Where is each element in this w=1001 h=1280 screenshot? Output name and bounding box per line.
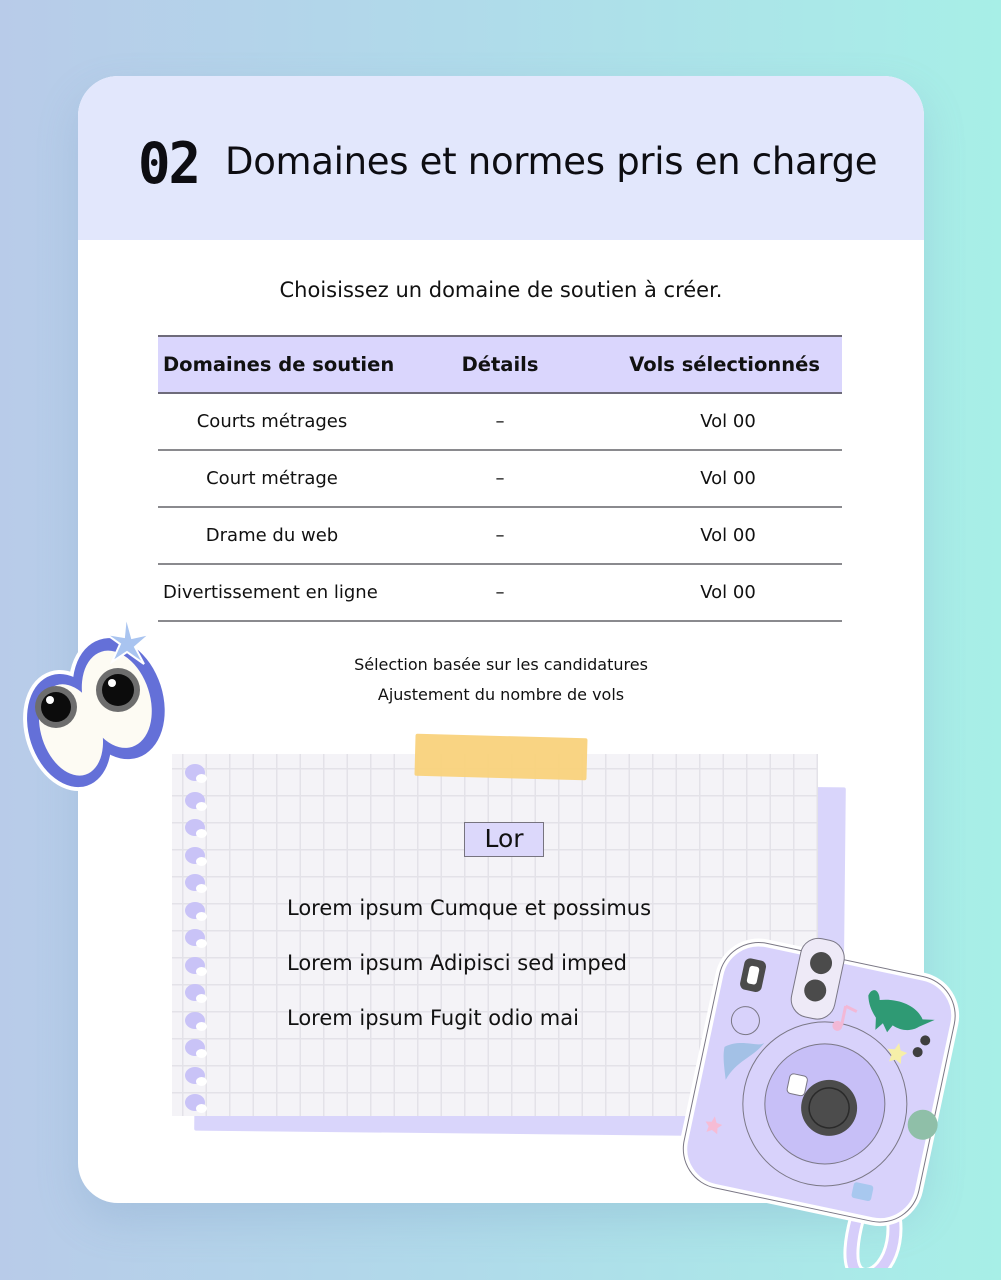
note-line: Ajustement du nombre de vols bbox=[377, 685, 625, 704]
cell-details: – bbox=[495, 411, 505, 432]
list-item: Lorem ipsum Fugit odio mai bbox=[287, 1006, 579, 1030]
cell-selected: Vol 00 bbox=[700, 525, 756, 546]
cell-domain: Courts métrages bbox=[196, 411, 348, 432]
section-number: 02 bbox=[138, 130, 200, 197]
binder-hole-icon bbox=[185, 819, 205, 836]
instant-camera-icon bbox=[676, 928, 966, 1268]
cell-details: – bbox=[495, 525, 505, 546]
support-domains-table bbox=[158, 335, 842, 622]
binder-hole-icon bbox=[185, 1094, 205, 1111]
binder-hole-icon bbox=[185, 902, 205, 919]
table-row bbox=[158, 565, 842, 622]
cell-selected: Vol 00 bbox=[700, 411, 756, 432]
googly-eyes-icon bbox=[8, 612, 178, 797]
cell-details: – bbox=[495, 582, 505, 603]
column-header-domain: Domaines de soutien bbox=[163, 353, 395, 376]
list-item: Lorem ipsum Adipisci sed imped bbox=[287, 951, 628, 975]
notes bbox=[78, 650, 924, 710]
notebook-tag: Lor bbox=[464, 822, 544, 857]
binder-hole-icon bbox=[185, 764, 205, 781]
table-header bbox=[158, 335, 842, 394]
column-header-details: Détails bbox=[461, 353, 539, 376]
cell-selected: Vol 00 bbox=[700, 468, 756, 489]
binder-hole-icon bbox=[185, 874, 205, 891]
table-row bbox=[158, 508, 842, 565]
card-header bbox=[78, 76, 924, 240]
page-title: Domaines et normes pris en charge bbox=[225, 140, 878, 183]
list-item: Lorem ipsum Cumque et possimus bbox=[287, 896, 652, 920]
cell-details: – bbox=[495, 468, 505, 489]
cell-selected: Vol 00 bbox=[700, 582, 756, 603]
binder-hole-icon bbox=[185, 957, 205, 974]
notebook-list bbox=[287, 896, 651, 1061]
binder-hole-icon bbox=[185, 847, 205, 864]
column-header-selected: Vols sélectionnés bbox=[629, 353, 820, 376]
table-row bbox=[158, 451, 842, 508]
binder-hole-icon bbox=[185, 984, 205, 1001]
binder-hole-icon bbox=[185, 1012, 205, 1029]
binder-hole-icon bbox=[185, 1067, 205, 1084]
tape-strip bbox=[414, 734, 587, 780]
subtitle: Choisissez un domaine de soutien à créer. bbox=[279, 278, 723, 302]
cell-domain: Drame du web bbox=[205, 525, 339, 546]
binder-hole-icon bbox=[185, 1039, 205, 1056]
binder-hole-icon bbox=[185, 929, 205, 946]
cell-domain: Court métrage bbox=[206, 468, 338, 489]
binder-hole-icon bbox=[185, 792, 205, 809]
note-line: Sélection basée sur les candidatures bbox=[354, 655, 648, 674]
cell-domain: Divertissement en ligne bbox=[163, 582, 378, 603]
table-row bbox=[158, 394, 842, 451]
